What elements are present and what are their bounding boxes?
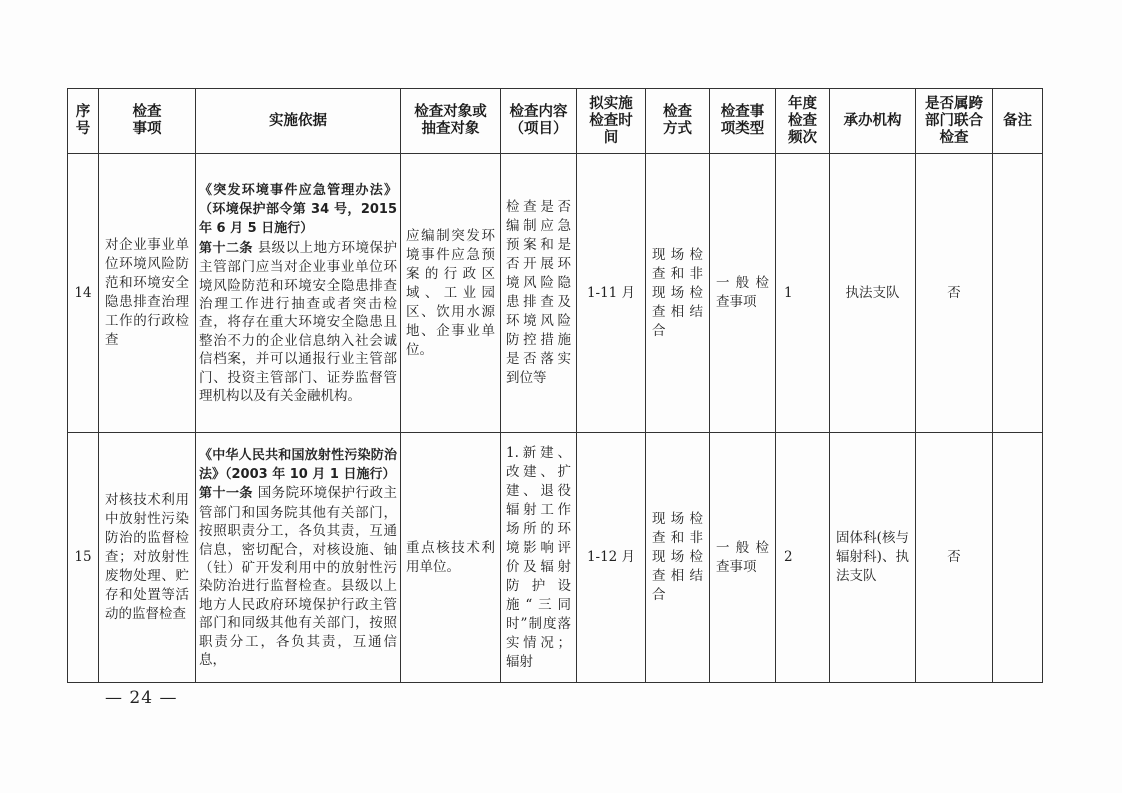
cell-seq: 15: [68, 433, 99, 683]
header-content: 检查内容 （项目）: [501, 89, 577, 154]
header-target: 检查对象或 抽查对象: [401, 89, 501, 154]
cell-item: 对企业事业单位环境风险防范和环境安全隐患排查治理工作的行政检查: [99, 154, 196, 433]
header-note: 备注: [993, 89, 1043, 154]
cell-method: 现场检查和非现场检查相结合: [646, 154, 710, 433]
cell-freq: 2: [776, 433, 830, 683]
cell-note: [993, 154, 1043, 433]
cell-seq: 14: [68, 154, 99, 433]
basis-article: 第十一条: [199, 486, 253, 502]
header-method: 检查 方式: [646, 89, 710, 154]
basis-law-title: 《中华人民共和国放射性污染防治法》（2003 年 10 月 1 日施行）: [199, 447, 397, 482]
cell-type: 一般检查事项: [710, 433, 776, 683]
header-joint: 是否属跨 部门联合 检查: [916, 89, 993, 154]
basis-article: 第十二条: [199, 240, 253, 256]
content-text: 1.新建、改建、扩建、退役辐射工作场所的环境影响评价及辐射防护设施“三同时”制度落实情况；辐射: [506, 444, 571, 670]
basis-law-title: 《突发环境事件应急管理办法》（环境保护部令第 34 号，2015 年 6 月 5 日施行）: [199, 182, 397, 237]
basis-text: 县级以上地方环境保护主管部门应当对企业事业单位环境风险防范和环境安全隐患排查治理工作进行抽查或者突击检查，将存在重大环境安全隐患且整治不力的企业信息纳入社会诚信档案，并可以通报行业主管部门、投资主管部门、证券监督管理机构以及有关金融机构。: [199, 239, 397, 405]
table-row: [68, 433, 1043, 683]
header-item: 检查 事项: [99, 89, 196, 154]
cell-type: 一般检查事项: [710, 154, 776, 433]
cell-method: 现场检查和非现场检查相结合: [646, 433, 710, 683]
cell-joint: 否: [916, 433, 993, 683]
page-number: — 24 —: [105, 688, 178, 708]
cell-freq: 1: [776, 154, 830, 433]
cell-item: 对核技术利用中放射性污染防治的监督检查；对放射性废物处理、贮存和处置等活动的监督检查: [99, 433, 196, 683]
header-time: 拟实施 检查时 间: [577, 89, 646, 154]
cell-org: 执法支队: [830, 154, 916, 433]
header-freq: 年度 检查 频次: [776, 89, 830, 154]
header-seq: 序 号: [68, 89, 99, 154]
header-org: 承办机构: [830, 89, 916, 154]
cell-joint: 否: [916, 154, 993, 433]
cell-basis: [196, 154, 401, 433]
inspection-table: [67, 88, 1043, 683]
cell-org: 固体科(核与辐射科)、执法支队: [830, 433, 916, 683]
header-basis: 实施依据: [196, 89, 401, 154]
cell-note: [993, 433, 1043, 683]
header-row: [68, 89, 1043, 154]
cell-time: 1-11 月: [577, 154, 646, 433]
cell-basis: [196, 433, 401, 683]
header-type: 检查事 项类型: [710, 89, 776, 154]
cell-target: 重点核技术利用单位。: [401, 433, 501, 683]
table-row: [68, 154, 1043, 433]
cell-content: [501, 433, 577, 683]
basis-text: 国务院环境保护行政主管部门和国务院其他有关部门，按照职责分工，各负其责，互通信息，密切配合，对核设施、铀（钍）矿开发利用中的放射性污染防治进行监督检查。县级以上地方人民政府环境保护行政主管部门和同级其他有关部门，按照职责分工，各负其责，互通信息，: [199, 485, 397, 669]
cell-content: 检查是否编制应急预案和是否开展环境风险隐患排查及环境风险防控措施是否落实到位等: [501, 154, 577, 433]
cell-target: 应编制突发环境事件应急预案的行政区域、工业园区、饮用水源地、企事业单位。: [401, 154, 501, 433]
cell-time: 1-12 月: [577, 433, 646, 683]
